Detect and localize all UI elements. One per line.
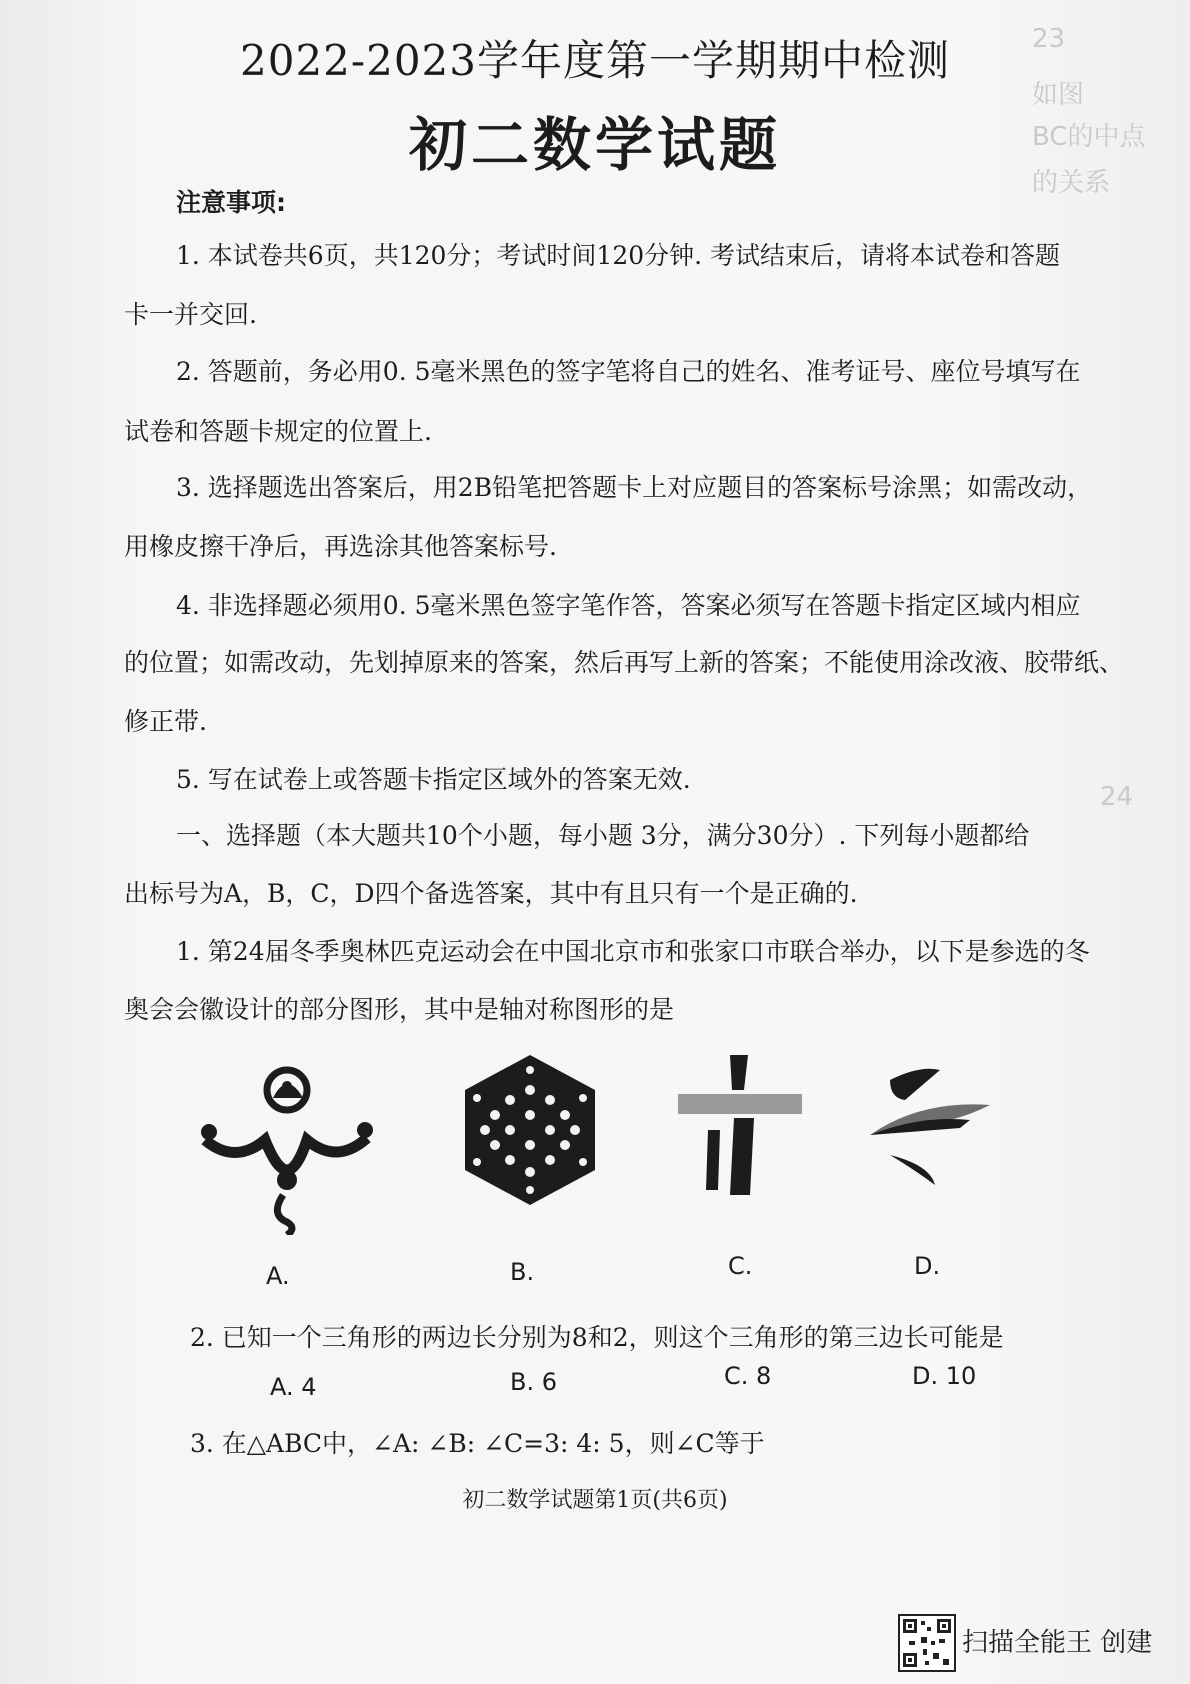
note-line: 试卷和答题卡规定的位置上. (124, 417, 432, 446)
note-line: 的位置；如需改动，先划掉原来的答案，然后再写上新的答案；不能使用涂改液、胶带纸、 (124, 648, 1125, 677)
emblem-figure-c (670, 1050, 810, 1200)
section-heading-cont: 出标号为A，B，C，D四个备选答案，其中有且只有一个是正确的. (124, 879, 858, 908)
q1-option-d-label: D. (914, 1252, 941, 1280)
bleed-text: 的关系 (1032, 168, 1111, 198)
notes-heading: 注意事项: (176, 188, 286, 217)
scanner-brand-label: 扫描全能王 创建 (962, 1628, 1153, 1658)
note-line: 4. 非选择题必须用0. 5毫米黑色签字笔作答，答案必须写在答题卡指定区域内相应 (176, 591, 1081, 620)
section-heading: 一、选择题（本大题共10个小题，每小题 3分，满分30分）. 下列每小题都给 (176, 821, 1030, 850)
note-line: 2. 答题前，务必用0. 5毫米黑色的签字笔将自己的姓名、准考证号、座位号填写在 (176, 357, 1081, 386)
exam-subject-title: 初二数学试题 (408, 111, 781, 179)
q2-option-a: A. 4 (270, 1373, 317, 1401)
q2-option-b: B. 6 (510, 1368, 557, 1396)
bleed-text: BC的中点 (1032, 122, 1146, 152)
emblem-figure-d (860, 1060, 1000, 1190)
note-line: 3. 选择题选出答案后，用2B铅笔把答题卡上对应题目的答案标号涂黑；如需改动， (176, 473, 1093, 502)
question-3-stem: 3. 在△ABC中，∠A: ∠B: ∠C=3: 4: 5，则∠C等于 (190, 1429, 765, 1458)
q1-option-c-label: C. (728, 1252, 753, 1280)
q2-option-d: D. 10 (912, 1362, 977, 1390)
question-1-stem-cont: 奥会会徽设计的部分图形，其中是轴对称图形的是 (124, 995, 675, 1024)
q1-option-b-label: B. (510, 1258, 535, 1286)
page-footer: 初二数学试题第1页(共6页) (462, 1488, 728, 1513)
qr-code-icon (898, 1614, 956, 1672)
emblem-figure-a (195, 1050, 385, 1235)
note-line: 用橡皮擦干净后，再选涂其他答案标号. (124, 532, 557, 561)
note-line: 修正带. (124, 707, 207, 736)
bleed-text: 23 (1032, 24, 1066, 54)
bleed-text: 如图 (1032, 80, 1085, 110)
q2-option-c: C. 8 (724, 1362, 772, 1390)
note-line: 5. 写在试卷上或答题卡指定区域外的答案无效. (176, 765, 691, 794)
note-line: 卡一并交回. (124, 300, 257, 329)
exam-term-title: 2022-2023学年度第一学期期中检测 (240, 36, 950, 85)
emblem-figure-b (455, 1050, 605, 1210)
question-1-stem: 1. 第24届冬季奥林匹克运动会在中国北京市和张家口市联合举办，以下是参选的冬 (176, 937, 1090, 966)
question-2-stem: 2. 已知一个三角形的两边长分别为8和2，则这个三角形的第三边长可能是 (190, 1323, 1004, 1352)
bleed-text: 24 (1100, 782, 1134, 812)
q1-option-a-label: A. (266, 1262, 290, 1290)
note-line: 1. 本试卷共6页，共120分；考试时间120分钟. 考试结束后，请将本试卷和答题 (176, 241, 1061, 270)
